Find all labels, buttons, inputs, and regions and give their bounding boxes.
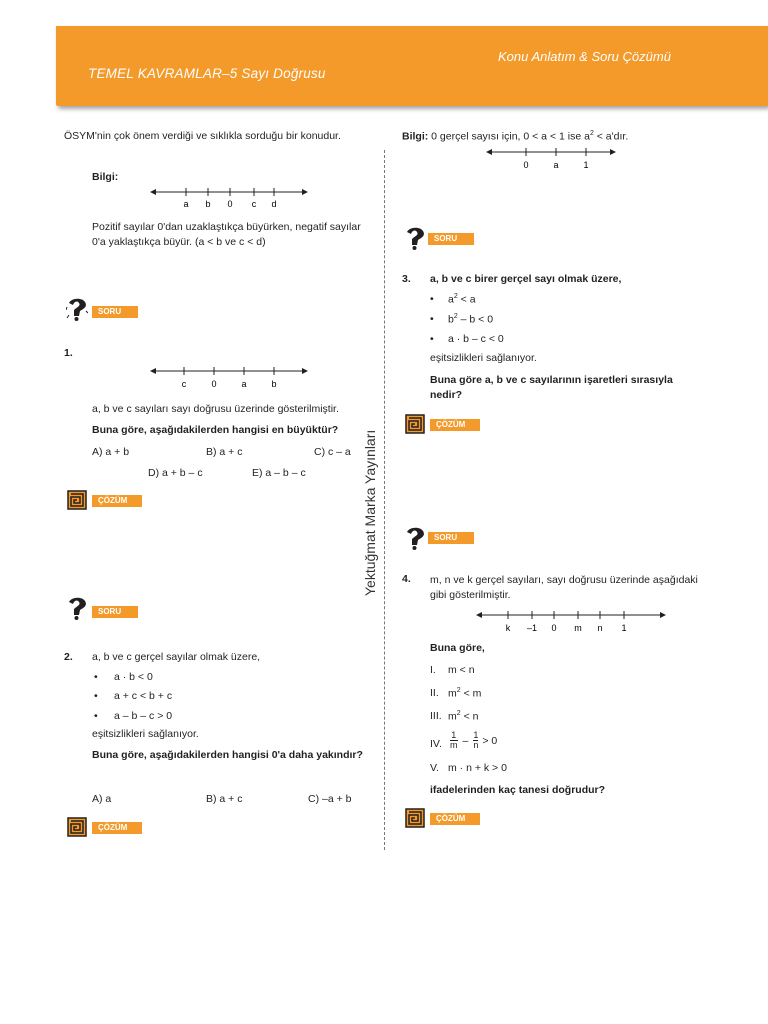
q4-stem: m, n ve k gerçel sayıları, sayı doğrusu üzerinde aşağıdaki gibi gösterilmiştir. [430,574,698,601]
number-line-q1 [150,364,308,390]
roman-numeral: I. [430,664,436,676]
bilgi-label: Bilgi: [92,171,119,183]
q4-lead: Buna göre, [430,642,485,654]
tick-label: 1 [621,623,627,633]
page-title: TEMEL KAVRAMLAR–5 Sayı Doğrusu [88,66,326,81]
question-mark-icon [404,226,426,250]
soru-badge: SORU [92,606,138,618]
soru-badge: SORU [428,532,474,544]
q1-option-a: A) a + b [92,446,130,458]
q2-stem: a, b ve c gerçel sayılar olmak üzere, [92,651,261,663]
roman-numeral: II. [430,687,439,699]
tick-label: b [205,199,211,209]
tick-label: a [553,160,559,170]
tick-label: 0 [551,623,557,633]
q2-number: 2. [64,651,73,663]
q3-stem: a, b ve c birer gerçel sayı olmak üzere, [430,273,622,285]
question-mark-icon [66,297,88,321]
bullet: • [430,293,434,305]
q3-item: $a^2 < a$ [448,293,476,306]
column-divider [384,150,385,850]
cozum-badge: ÇÖZÜM [430,419,480,431]
question-mark-icon [66,596,88,620]
q3-number: 3. [402,273,411,285]
q2-option-b: B) a + c [206,793,243,805]
q2-option-c: C) –a + b [308,793,352,805]
bullet: • [94,671,98,683]
q2-item: a + c < b + c [114,690,173,702]
bullet: • [430,333,434,345]
tick-label: –1 [526,623,538,633]
q2-stem2: eşitsizlikleri sağlanıyor. [92,728,199,740]
publisher-vertical: Yektuğmat Marka Yayınları [362,429,378,596]
tick-label: m [574,623,582,633]
bilgi-label: Bilgi: [402,130,429,143]
soru-badge: SORU [428,233,474,245]
cozum-badge: ÇÖZÜM [430,813,480,825]
q2-item: a · b < 0 [114,671,153,683]
number-line-right [486,145,616,171]
fraction: $\frac{1}{n}$ [473,730,479,750]
tick-label: 1 [583,160,589,170]
q3-item: a · b – c < 0 [448,333,504,345]
bullet: • [94,710,98,722]
q2-option-a: A) a [92,793,112,805]
q3-question: Buna göre a, b ve c sayılarının işaretleri sırasıyla nedir? [430,374,673,401]
q4-statement: m · n + k > 0 [448,762,507,774]
tick-label: c [181,379,187,389]
bullet: • [430,313,434,325]
number-line-1 [150,185,308,211]
tick-label: 0 [523,160,529,170]
q4-number: 4. [402,573,411,585]
q2-question: Buna göre, aşağıdakilerden hangisi 0'a daha yakındır? [92,749,363,761]
maze-icon [66,815,88,839]
tick-label: 0 [227,199,233,209]
roman-numeral: IV. [430,738,442,750]
q4-statement: $\frac{1}{m}$ – $\frac{1}{n}$ > 0 [450,730,498,750]
soru-badge: SORU [92,306,138,318]
question-mark-icon [404,526,426,550]
q3-stem2: eşitsizlikleri sağlanıyor. [430,352,537,364]
q1-stem: a, b ve c sayıları sayı doğrusu üzerinde gösterilmiştir. [92,403,339,415]
maze-icon [404,806,426,830]
q4-statement: $m^2 < m$ [448,687,482,700]
q4-statement: $m^2 < n$ [448,710,479,723]
right-bilgi [402,130,628,143]
cozum-badge: ÇÖZÜM [92,495,142,507]
bullet: • [94,690,98,702]
q4-statement: m < n [448,664,475,676]
number-line-q4 [476,608,666,634]
tick-label: n [597,623,603,633]
maze-icon [404,412,426,436]
q1-number: 1. [64,347,73,359]
tick-label: d [271,199,277,209]
fraction: $\frac{1}{m}$ [450,730,458,750]
q4-question: ifadelerinden kaç tanesi doğrudur? [430,784,606,796]
tick-label: a [183,199,189,209]
exponent: 2 [589,130,594,137]
q1-option-d: D) a + b – c [148,467,203,479]
tick-label: 0 [211,379,217,389]
roman-numeral: III. [430,710,442,722]
roman-numeral: V. [430,762,439,774]
tick-label: k [505,623,511,633]
intro-text: ÖSYM'nin çok önem verdiği ve sıklıkla sorduğu bir konudur. [64,130,341,142]
right-bilgi-text: 0 gerçel sayısı için, 0 < a < 1 ise a [431,130,590,143]
cozum-badge: ÇÖZÜM [92,822,142,834]
bilgi-text: Pozitif sayılar 0'dan uzaklaştıkça büyürken, negatif sayılar 0'a yaklaştıkça büyür. (a < b ve c < d) [92,221,361,248]
tick-label: c [251,199,257,209]
q2-item: a – b – c > 0 [114,710,173,722]
q1-option-e: E) a – b – c [252,467,306,479]
q1-question: Buna göre, aşağıdakilerden hangisi en büyüktür? [92,424,339,436]
tick-label: a [241,379,247,389]
header-subtitle: Konu Anlatım & Soru Çözümü [498,49,671,64]
maze-icon [66,488,88,512]
q1-option-b: B) a + c [206,446,243,458]
q3-item: $b^2 - b < 0$ [448,313,494,326]
right-bilgi-tail: < a'dır. [593,130,629,143]
tick-label: b [271,379,277,389]
q1-option-c: C) c – a [314,446,351,458]
